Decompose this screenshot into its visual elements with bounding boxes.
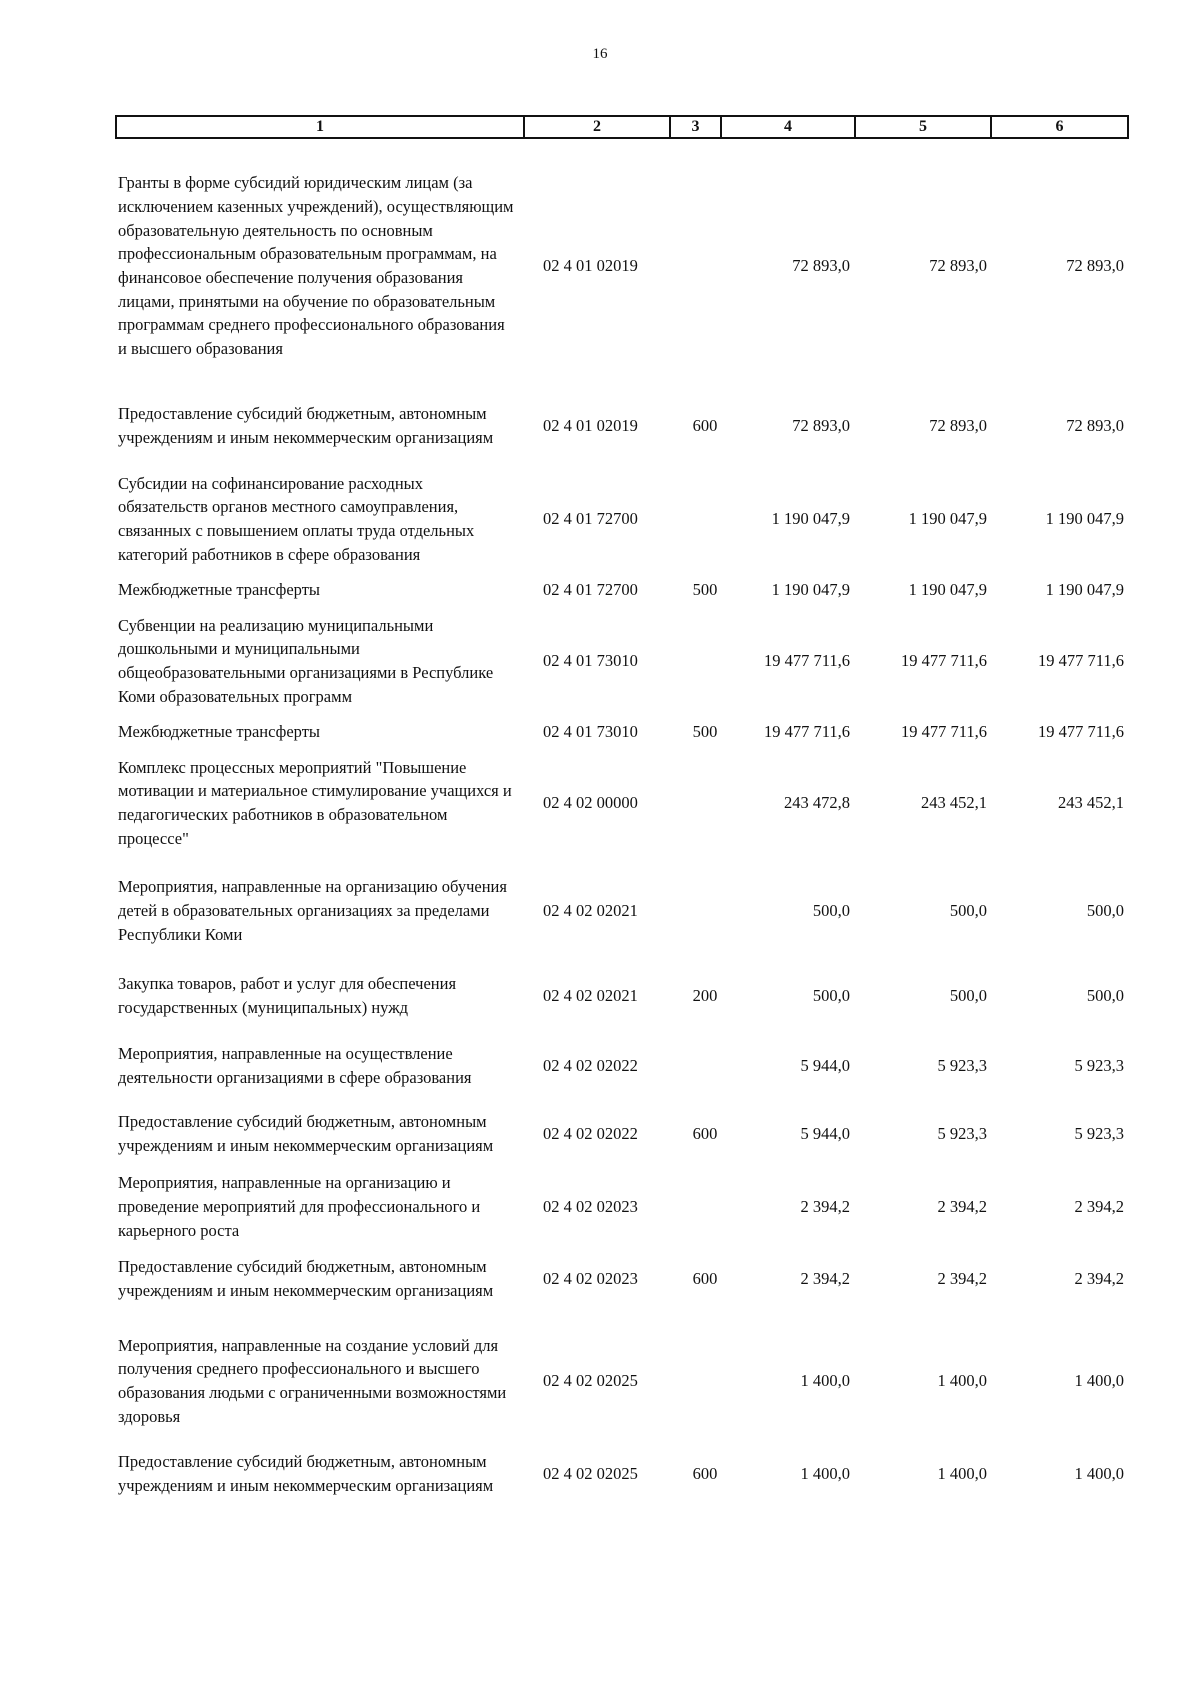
table-row xyxy=(118,571,1130,609)
column-header-3: 3 xyxy=(670,116,721,138)
row-description: Закупка товаров, работ и услуг для обеспечения государственных (муниципальных) нужд xyxy=(118,974,457,1017)
row-target-code: 02 4 02 02025 xyxy=(543,1371,638,1391)
row-target-code: 02 4 02 02023 xyxy=(543,1269,638,1289)
row-value-5: 5 923,3 xyxy=(937,1124,987,1144)
row-target-code: 02 4 02 02022 xyxy=(543,1056,638,1076)
row-value-4: 1 400,0 xyxy=(800,1371,850,1391)
row-value-6: 2 394,2 xyxy=(1074,1197,1124,1217)
row-target-code: 02 4 01 73010 xyxy=(543,722,638,742)
row-description: Субвенции на реализацию муниципальными дошкольными и муниципальными общеобразовательными организациями в Республике Коми образовательных программ xyxy=(118,615,494,706)
row-value-5: 5 923,3 xyxy=(937,1056,987,1076)
row-value-5: 500,0 xyxy=(949,986,987,1006)
row-expense-type: 600 xyxy=(692,416,718,436)
row-value-4: 500,0 xyxy=(812,986,850,1006)
row-value-6: 243 452,1 xyxy=(1058,793,1124,813)
table-row xyxy=(118,388,1130,464)
row-expense-type: 600 xyxy=(692,1124,718,1144)
row-target-code: 02 4 01 02019 xyxy=(543,256,638,276)
column-header-row xyxy=(116,116,1128,138)
table-row xyxy=(118,160,1130,372)
column-header-5: 5 xyxy=(855,116,991,138)
row-value-6: 1 400,0 xyxy=(1074,1371,1124,1391)
row-value-5: 1 400,0 xyxy=(937,1371,987,1391)
table-row xyxy=(118,1171,1130,1243)
row-value-5: 1 190 047,9 xyxy=(908,509,987,529)
row-value-4: 2 394,2 xyxy=(800,1197,850,1217)
table-row xyxy=(118,873,1130,949)
row-expense-type: 200 xyxy=(692,986,718,1006)
table-row xyxy=(118,1331,1130,1431)
table-row xyxy=(118,969,1130,1023)
row-target-code: 02 4 02 02021 xyxy=(543,901,638,921)
column-header-1: 1 xyxy=(116,116,524,138)
table-row xyxy=(118,611,1130,711)
row-description: Комплекс процессных мероприятий "Повышение мотивации и материальное стимулирование учащихся и педагогических работников в образовательном процессе" xyxy=(118,757,512,848)
row-value-6: 5 923,3 xyxy=(1074,1056,1124,1076)
row-value-4: 72 893,0 xyxy=(792,256,850,276)
table-row xyxy=(118,1039,1130,1093)
row-value-6: 1 190 047,9 xyxy=(1045,509,1124,529)
row-value-4: 1 190 047,9 xyxy=(771,509,850,529)
row-value-5: 2 394,2 xyxy=(937,1197,987,1217)
row-value-5: 19 477 711,6 xyxy=(900,722,987,742)
row-value-5: 243 452,1 xyxy=(921,793,987,813)
row-description: Предоставление субсидий бюджетным, автономным учреждениям и иным некоммерческим организациям xyxy=(118,1112,494,1155)
row-value-5: 1 190 047,9 xyxy=(908,580,987,600)
row-expense-type: 600 xyxy=(692,1464,718,1484)
row-value-6: 72 893,0 xyxy=(1066,256,1124,276)
row-value-4: 72 893,0 xyxy=(792,416,850,436)
row-target-code: 02 4 02 02022 xyxy=(543,1124,638,1144)
row-value-4: 500,0 xyxy=(812,901,850,921)
page-number: 16 xyxy=(592,46,608,62)
row-target-code: 02 4 02 02023 xyxy=(543,1197,638,1217)
row-description: Мероприятия, направленные на осуществление деятельности организациями в сфере образования xyxy=(118,1044,472,1087)
row-value-6: 1 400,0 xyxy=(1074,1464,1124,1484)
row-target-code: 02 4 01 72700 xyxy=(543,509,638,529)
row-value-4: 5 944,0 xyxy=(800,1056,850,1076)
row-description: Предоставление субсидий бюджетным, автономным учреждениям и иным некоммерческим организациям xyxy=(118,1257,494,1300)
column-header-table xyxy=(115,115,1129,139)
row-value-4: 1 400,0 xyxy=(800,1464,850,1484)
row-target-code: 02 4 02 00000 xyxy=(543,793,638,813)
row-expense-type: 600 xyxy=(692,1269,718,1289)
row-description: Субсидии на софинансирование расходных обязательств органов местного самоуправления, связанных с повышением оплаты труда отдельных категорий работников в сфере образования xyxy=(118,473,475,564)
row-expense-type: 500 xyxy=(692,580,718,600)
row-value-6: 5 923,3 xyxy=(1074,1124,1124,1144)
table-row xyxy=(118,1243,1130,1315)
row-value-5: 19 477 711,6 xyxy=(900,651,987,671)
table-row xyxy=(118,1097,1130,1171)
row-description: Предоставление субсидий бюджетным, автономным учреждениям и иным некоммерческим организациям xyxy=(118,1452,494,1495)
row-description: Мероприятия, направленные на организацию и проведение мероприятий для профессионального и карьерного роста xyxy=(118,1173,481,1240)
row-value-4: 19 477 711,6 xyxy=(763,722,850,742)
budget-table-body xyxy=(118,160,1130,1513)
row-expense-type: 500 xyxy=(692,722,718,742)
row-value-4: 1 190 047,9 xyxy=(771,580,850,600)
table-row xyxy=(118,1435,1130,1513)
row-value-4: 243 472,8 xyxy=(784,793,850,813)
row-value-4: 5 944,0 xyxy=(800,1124,850,1144)
row-value-6: 1 190 047,9 xyxy=(1045,580,1124,600)
row-target-code: 02 4 02 02025 xyxy=(543,1464,638,1484)
row-value-6: 500,0 xyxy=(1086,901,1124,921)
row-value-4: 19 477 711,6 xyxy=(763,651,850,671)
row-value-5: 72 893,0 xyxy=(929,256,987,276)
row-target-code: 02 4 01 02019 xyxy=(543,416,638,436)
row-value-6: 2 394,2 xyxy=(1074,1269,1124,1289)
row-description: Гранты в форме субсидий юридическим лицам (за исключением казенных учреждений), осуществляющим образовательную деятельность по основным профессиональным образовательным программам, на финансовое обеспечение получения образования лицами, принятыми на обучение по образовательным программам среднего профессионального образования и высшего образования xyxy=(118,173,514,359)
row-description: Мероприятия, направленные на создание условий для получения среднего профессионального и высшего образования людьми с ограниченными возможностями здоровья xyxy=(118,1335,507,1426)
column-header-6: 6 xyxy=(991,116,1128,138)
table-row xyxy=(118,753,1130,853)
row-description: Межбюджетные трансферты xyxy=(118,580,321,600)
row-description: Мероприятия, направленные на организацию обучения детей в образовательных организациях за пределами Республики Коми xyxy=(118,877,507,944)
row-value-5: 72 893,0 xyxy=(929,416,987,436)
row-description: Предоставление субсидий бюджетным, автономным учреждениям и иным некоммерческим организациям xyxy=(118,404,494,447)
row-value-6: 72 893,0 xyxy=(1066,416,1124,436)
column-header-2: 2 xyxy=(524,116,670,138)
row-target-code: 02 4 01 73010 xyxy=(543,651,638,671)
table-row xyxy=(118,713,1130,751)
row-value-6: 19 477 711,6 xyxy=(1037,651,1124,671)
row-description: Межбюджетные трансферты xyxy=(118,722,321,742)
row-value-6: 500,0 xyxy=(1086,986,1124,1006)
row-value-6: 19 477 711,6 xyxy=(1037,722,1124,742)
row-value-4: 2 394,2 xyxy=(800,1269,850,1289)
row-target-code: 02 4 02 02021 xyxy=(543,986,638,1006)
row-target-code: 02 4 01 72700 xyxy=(543,580,638,600)
table-row xyxy=(118,469,1130,569)
column-header-4: 4 xyxy=(721,116,855,138)
row-value-5: 2 394,2 xyxy=(937,1269,987,1289)
row-value-5: 500,0 xyxy=(949,901,987,921)
row-value-5: 1 400,0 xyxy=(937,1464,987,1484)
